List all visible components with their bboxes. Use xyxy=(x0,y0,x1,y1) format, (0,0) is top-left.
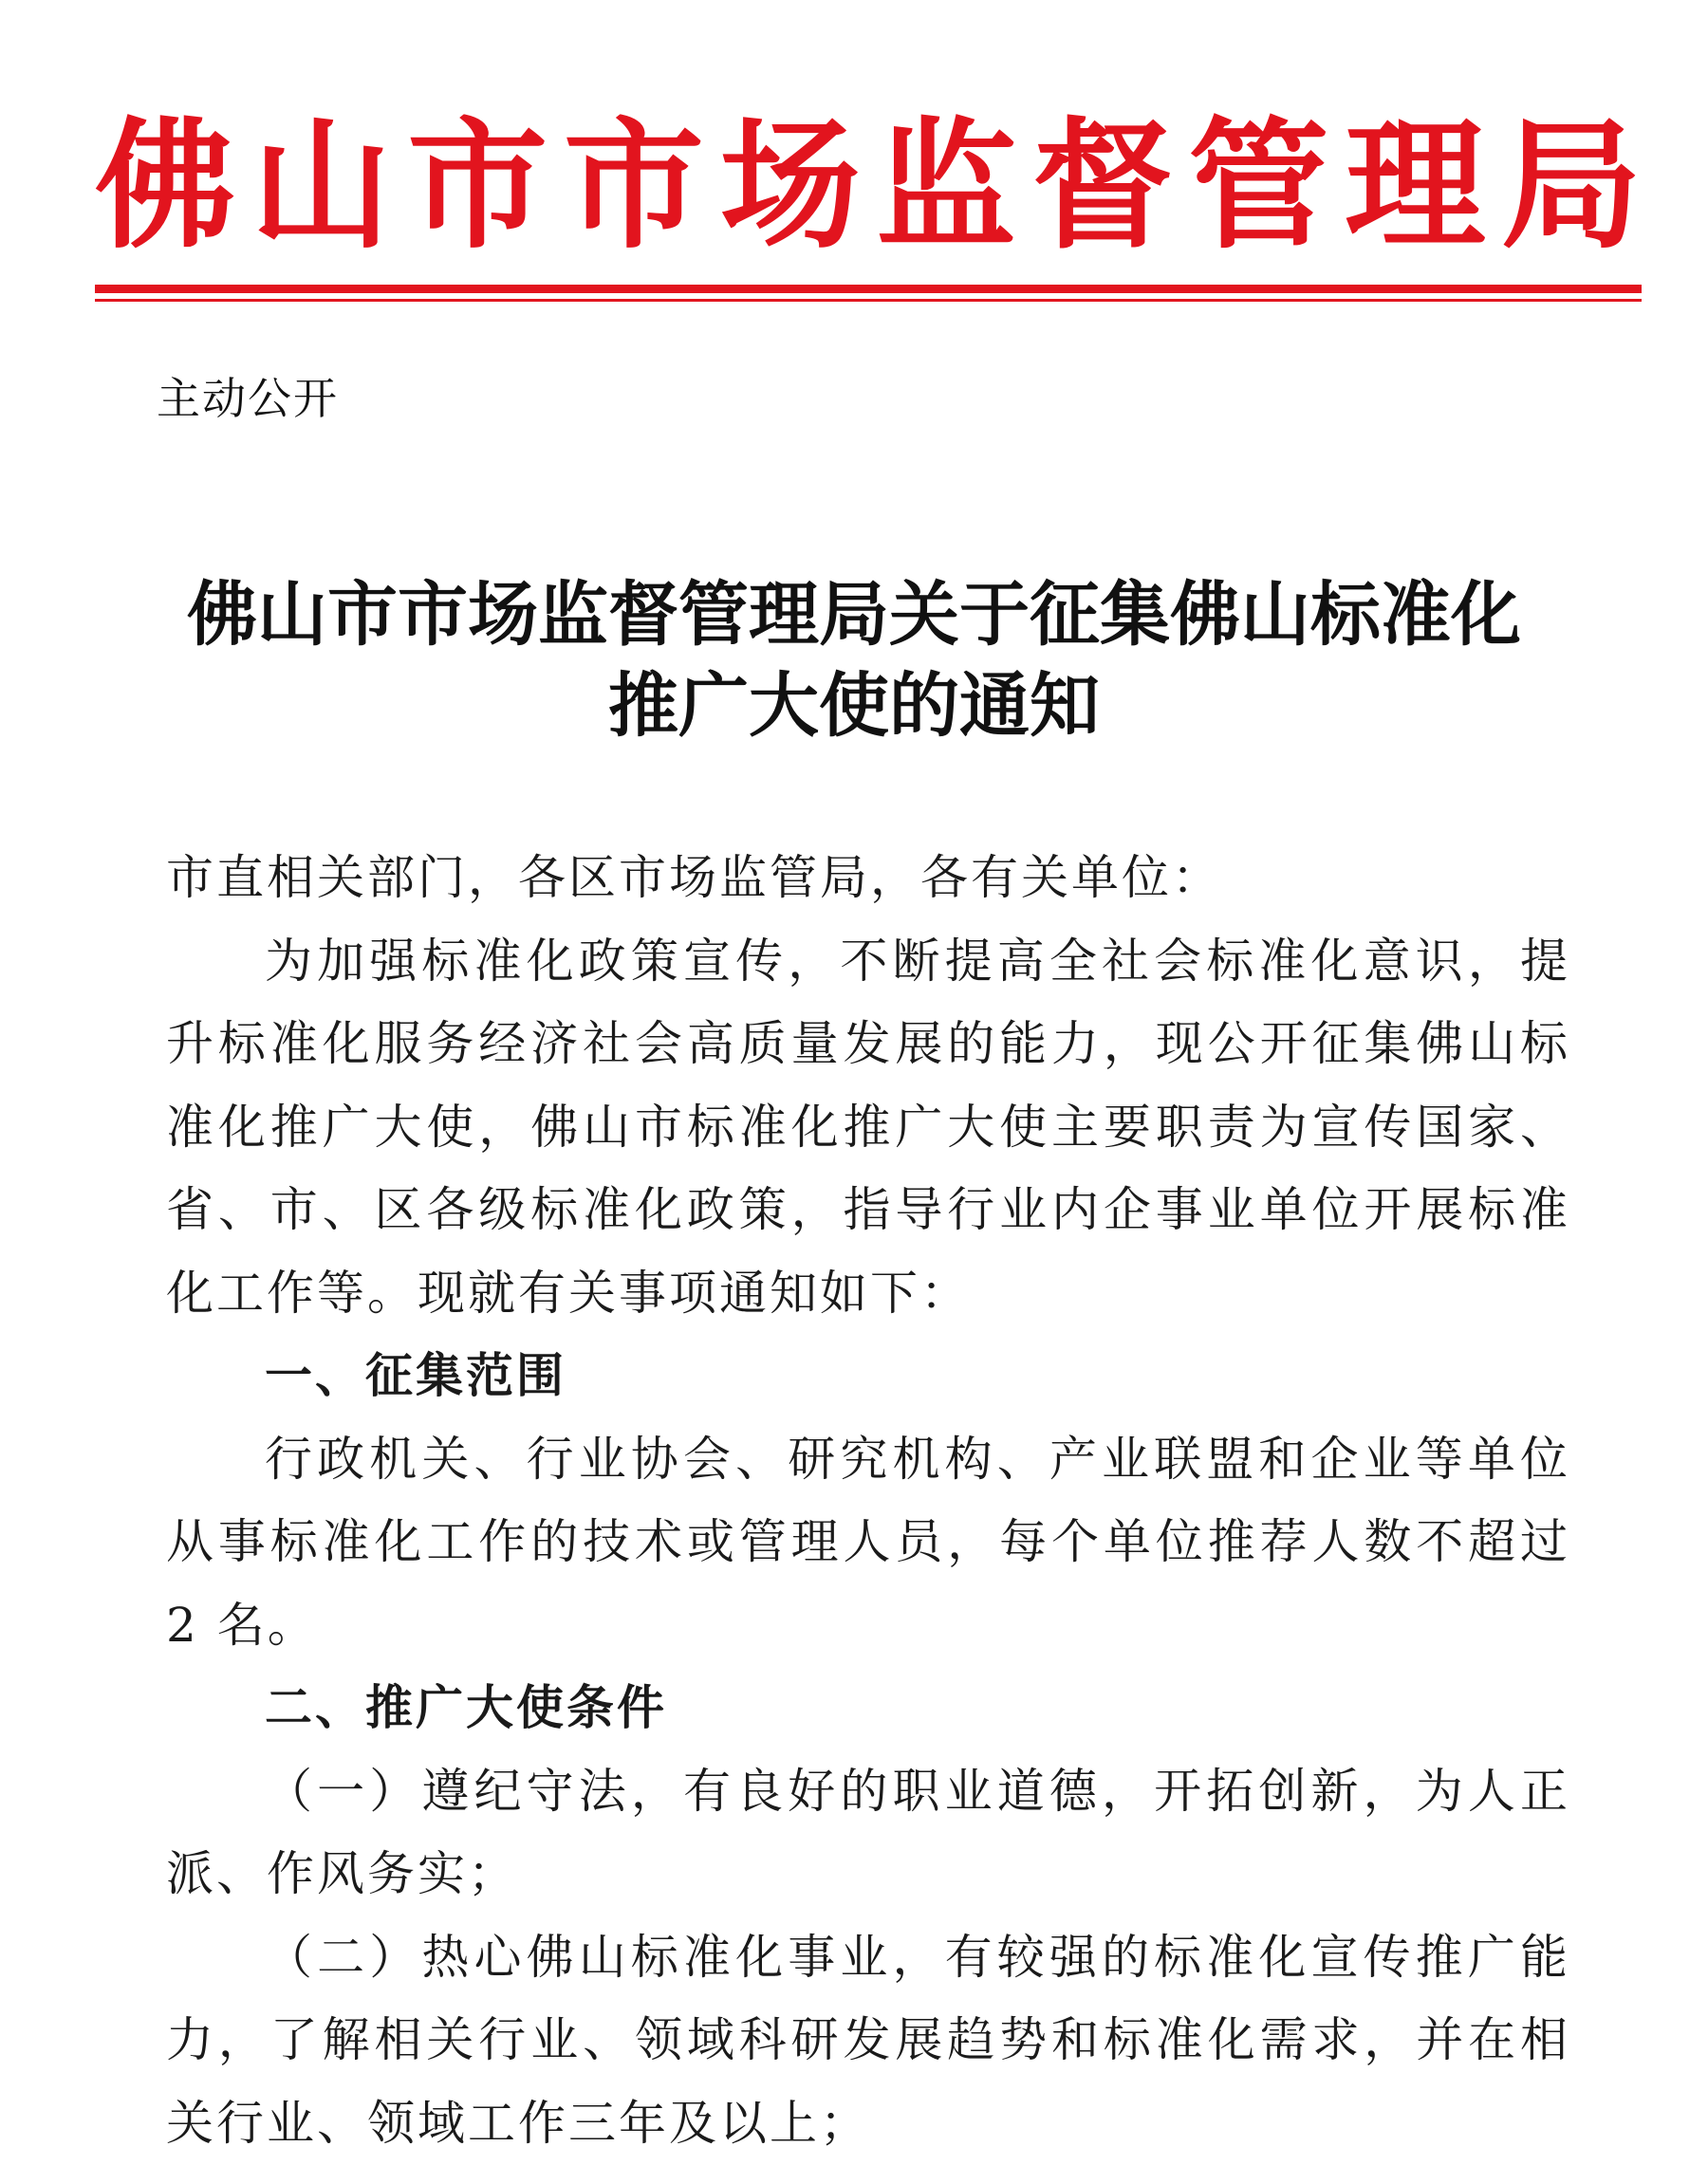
letterhead-divider-thick xyxy=(95,285,1642,293)
section-paragraph: 行政机关、行业协会、研究机构、产业联盟和企业等单位从事标准化工作的技术或管理人员，每个单位推荐人数不超过 2 名。 xyxy=(166,1418,1570,1668)
condition-item: （一）遵纪守法，有良好的职业道德，开拓创新，为人正派、作风务实； xyxy=(166,1750,1570,1916)
letterhead-char: 监 xyxy=(876,95,1016,275)
letterhead-char: 佛 xyxy=(95,95,235,275)
letterhead-char: 理 xyxy=(1345,95,1485,275)
section-heading: 一、征集范围 xyxy=(166,1335,1570,1418)
document-body xyxy=(166,837,1570,2165)
document-title-line: 推广大使的通知 xyxy=(142,660,1566,751)
letterhead-char: 督 xyxy=(1032,95,1173,275)
disclosure-label: 主动公开 xyxy=(157,368,339,429)
letterhead-divider-thin xyxy=(95,299,1642,302)
letterhead-char: 山 xyxy=(251,95,392,275)
letterhead-char: 局 xyxy=(1501,95,1642,275)
document-title xyxy=(142,569,1566,751)
letterhead-char: 市 xyxy=(407,95,548,275)
intro-paragraph: 为加强标准化政策宣传，不断提高全社会标准化意识，提升标准化服务经济社会高质量发展的能力，现公开征集佛山标准化推广大使，佛山市标准化推广大使主要职责为宣传国家、省、市、区各级标准化政策，指导行业内企事业单位开展标准化工作等。现就有关事项通知如下： xyxy=(166,920,1570,1336)
document-title-line: 佛山市市场监督管理局关于征集佛山标准化 xyxy=(142,569,1566,660)
letterhead-char: 管 xyxy=(1189,95,1329,275)
letterhead-title xyxy=(95,95,1642,275)
condition-item: （二）热心佛山标准化事业，有较强的标准化宣传推广能力，了解相关行业、领域科研发展趋势和标准化需求，并在相关行业、领域工作三年及以上； xyxy=(166,1916,1570,2165)
letterhead-char: 场 xyxy=(720,95,861,275)
letterhead-char: 市 xyxy=(564,95,704,275)
section-heading: 二、推广大使条件 xyxy=(166,1667,1570,1750)
salutation: 市直相关部门，各区市场监管局，各有关单位： xyxy=(166,837,1570,920)
